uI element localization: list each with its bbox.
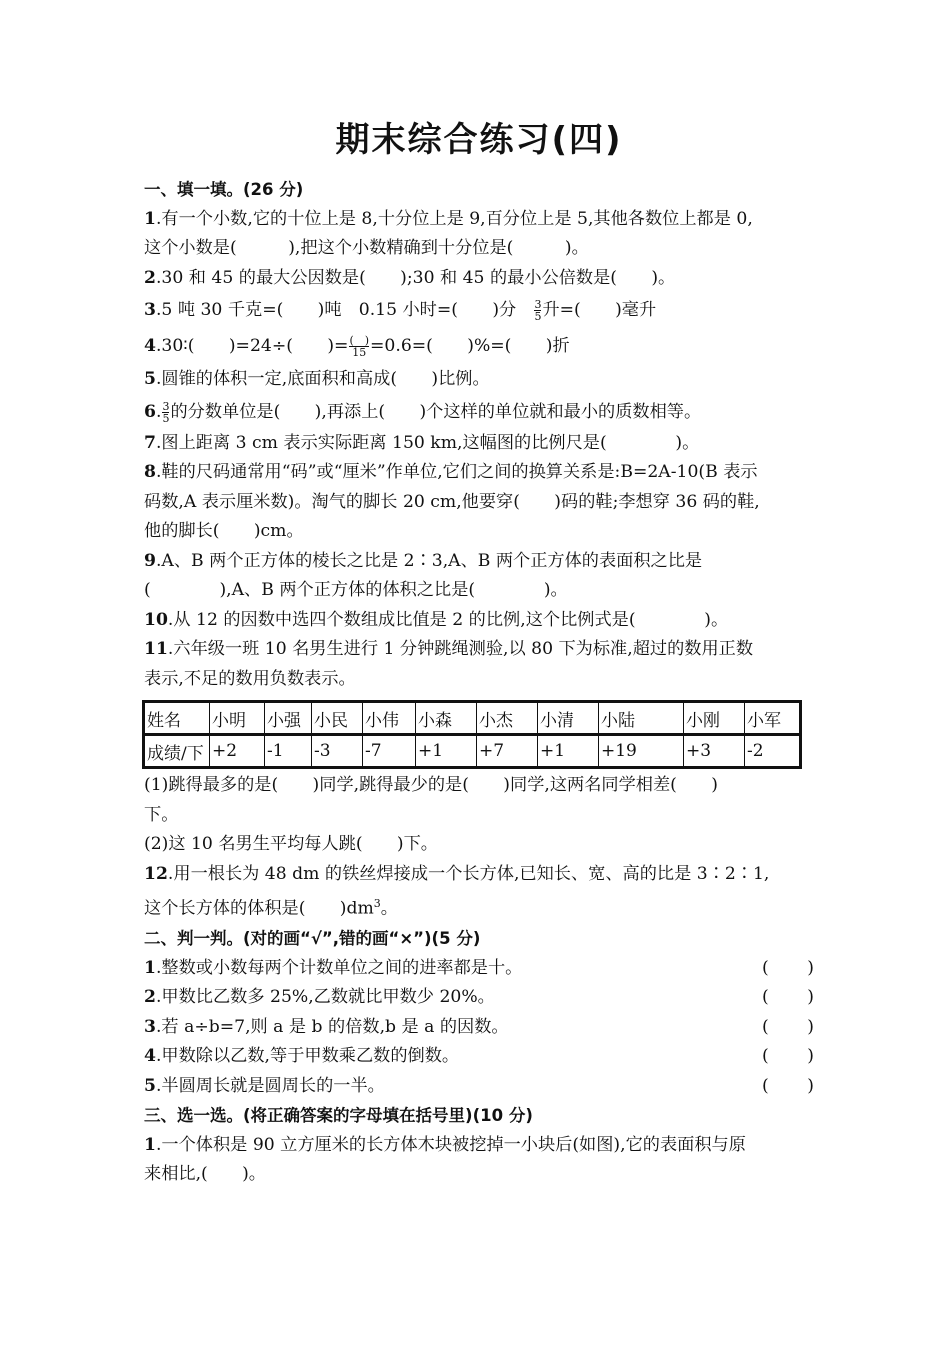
question-text: .30 和 45 的最大公因数是( );30 和 45 的最小公倍数是( )。 — [155, 267, 676, 288]
question-2 — [144, 264, 814, 294]
question-text: .甲数比乙数多 25%,乙数就比甲数少 20%。 — [155, 987, 495, 1008]
question-8-cont: 他的脚长( )cm。 — [144, 521, 304, 541]
question-number: 10 — [144, 609, 168, 630]
judge-item-3 — [144, 1013, 814, 1043]
question-text: .有一个小数,它的十位上是 8,十分位上是 9,百分位上是 5,其他各数位上都是 0, — [155, 208, 753, 229]
question-number: 1 — [144, 1134, 156, 1155]
question-8 — [144, 458, 814, 488]
table-cell: 小民 — [312, 702, 363, 735]
question-text: 。 — [380, 898, 398, 919]
table-cell: 小军 — [745, 702, 801, 735]
question-11 — [144, 635, 814, 665]
table-cell: 小陆 — [599, 702, 684, 735]
question-text: .整数或小数每两个计数单位之间的进率都是十。 — [155, 957, 523, 978]
choice-question-1 — [144, 1131, 814, 1161]
table-cell: -7 — [363, 735, 416, 768]
question-number: 5 — [144, 369, 156, 389]
question-11-sub1: (1)跳得最多的是( )同学,跳得最少的是( )同学,这两名同学相差( ) — [144, 775, 718, 795]
section3-heading: 三、选一选。(将正确答案的字母填在括号里)(10 分) — [144, 1106, 533, 1126]
question-number: 3 — [144, 1016, 156, 1037]
question-5 — [144, 365, 814, 395]
question-11-sub1-cont: 下。 — [144, 804, 179, 825]
question-8-cont: 码数,A 表示厘米数)。淘气的脚长 20 cm,他要穿( )码的鞋;李想穿 36 码的鞋, — [144, 491, 760, 512]
table-cell: 小强 — [265, 702, 312, 735]
question-text: .图上距离 3 cm 表示实际距离 150 km,这幅图的比例尺是( )。 — [155, 432, 700, 453]
question-9 — [144, 547, 814, 577]
question-text: 的分数单位是( ),再添上( )个这样的单位就和最小的质数相等。 — [170, 401, 702, 422]
question-7 — [144, 429, 814, 459]
question-number: 6 — [144, 401, 156, 422]
question-number: 1 — [144, 208, 156, 229]
question-1-cont: 这个小数是( ),把这个小数精确到十分位是( )。 — [144, 238, 589, 258]
page-title: 期末综合练习(四) — [335, 120, 623, 160]
question-11-cont: 表示,不足的数用负数表示。 — [144, 668, 356, 689]
question-text: .用一根长为 48 dm 的铁丝焊接成一个长方体,已知长、宽、高的比是 3∶2∶1, — [167, 863, 770, 884]
fraction — [162, 401, 169, 424]
judge-item-1 — [144, 954, 814, 984]
worksheet-page — [144, 112, 814, 1190]
question-text: .半圆周长就是圆周长的一半。 — [155, 1075, 385, 1096]
table-row — [144, 735, 801, 768]
choice-question-1-cont: 来相比,( )。 — [144, 1164, 266, 1185]
score-table — [142, 700, 802, 769]
table-cell: 小刚 — [684, 702, 745, 735]
table-cell: 小清 — [538, 702, 599, 735]
question-text: .一个体积是 90 立方厘米的长方体木块被挖掉一小块后(如图),它的表面积与原 — [155, 1134, 746, 1155]
question-number: 5 — [144, 1075, 156, 1096]
table-cell: 姓名 — [144, 702, 210, 735]
answer-blank[interactable] — [762, 1072, 814, 1102]
question-number: 1 — [144, 957, 156, 978]
paren-close: ) — [807, 987, 814, 1008]
question-text: =0.6=( )%=( )折 — [370, 336, 570, 356]
table-cell: 小明 — [210, 702, 265, 735]
question-12-cont — [144, 889, 814, 924]
question-1 — [144, 205, 814, 235]
answer-blank[interactable] — [762, 983, 814, 1013]
question-text: .从 12 的因数中选四个数组成比值是 2 的比例,这个比例式是( )。 — [167, 609, 729, 630]
paren-open: ( — [762, 1046, 769, 1067]
question-12 — [144, 860, 814, 890]
question-9-cont: ( ),A、B 两个正方体的体积之比是( )。 — [144, 580, 568, 600]
paren-open: ( — [762, 1016, 769, 1037]
table-header-row — [144, 702, 801, 735]
judge-item-2 — [144, 983, 814, 1013]
fraction-denominator: 15 — [349, 346, 369, 358]
question-4 — [144, 327, 814, 365]
question-text: .5 吨 30 千克=( )吨 0.15 小时=( )分 — [155, 300, 534, 320]
table-cell: 成绩/下 — [144, 735, 210, 768]
judge-item-5 — [144, 1072, 814, 1102]
paren-close: ) — [807, 1016, 814, 1037]
question-number: 7 — [144, 432, 156, 453]
fraction-numerator: 3 — [162, 399, 170, 413]
table-cell: 小杰 — [477, 702, 538, 735]
table-cell: 小森 — [416, 702, 477, 735]
question-11-sub2: (2)这 10 名男生平均每人跳( )下。 — [144, 834, 438, 854]
answer-blank[interactable] — [762, 954, 814, 984]
question-6 — [144, 395, 814, 429]
answer-blank[interactable] — [762, 1042, 814, 1072]
paren-open: ( — [762, 957, 769, 978]
question-text: .30∶( )=24÷( )= — [155, 336, 349, 356]
fraction-denominator: 5 — [534, 310, 542, 323]
table-cell: -2 — [745, 735, 801, 768]
table-cell: 小伟 — [363, 702, 416, 735]
section1-heading: 一、填一填。(26 分) — [144, 180, 304, 199]
fraction-numerator: 3 — [534, 298, 542, 311]
question-text: .圆锥的体积一定,底面积和高成( )比例。 — [155, 369, 490, 389]
question-number: 4 — [144, 336, 156, 356]
table-cell: +2 — [210, 735, 265, 768]
table-cell: +7 — [477, 735, 538, 768]
fraction — [349, 335, 369, 358]
question-number: 3 — [144, 300, 156, 320]
question-text: .甲数除以乙数,等于甲数乘乙数的倒数。 — [155, 1046, 460, 1067]
question-text: .若 a÷b=7,则 a 是 b 的倍数,b 是 a 的因数。 — [155, 1016, 509, 1037]
fraction-numerator: ( ) — [349, 334, 370, 347]
paren-close: ) — [807, 957, 814, 978]
question-text: 升=( )毫升 — [542, 300, 657, 320]
question-number: 11 — [144, 639, 168, 659]
question-3 — [144, 293, 814, 327]
section2-heading: 二、判一判。(对的画“√”,错的画“×”)(5 分) — [144, 929, 481, 949]
paren-open: ( — [762, 1075, 769, 1096]
table-cell: +3 — [684, 735, 745, 768]
question-number: 12 — [144, 863, 168, 884]
question-number: 9 — [144, 550, 156, 571]
question-text: 这个长方体的体积是( )dm — [144, 898, 374, 919]
question-number: 2 — [144, 987, 156, 1008]
table-cell: +19 — [599, 735, 684, 768]
table-cell: +1 — [538, 735, 599, 768]
question-number: 4 — [144, 1046, 156, 1067]
table-cell: -1 — [265, 735, 312, 768]
answer-blank[interactable] — [762, 1013, 814, 1043]
superscript: 3 — [373, 897, 381, 910]
paren-open: ( — [762, 987, 769, 1008]
question-text: .鞋的尺码通常用“码”或“厘米”作单位,它们之间的换算关系是:B=2A-10(B 表示 — [155, 462, 758, 482]
judge-item-4 — [144, 1042, 814, 1072]
question-text: .六年级一班 10 名男生进行 1 分钟跳绳测验,以 80 下为标准,超过的数用正数 — [167, 639, 754, 659]
paren-close: ) — [807, 1046, 814, 1067]
fraction — [534, 299, 541, 322]
paren-close: ) — [807, 1075, 814, 1096]
question-number: 2 — [144, 267, 156, 288]
question-number: 8 — [144, 462, 156, 482]
question-10 — [144, 606, 814, 636]
table-cell: +1 — [416, 735, 477, 768]
fraction-denominator: 5 — [162, 411, 170, 425]
table-cell: -3 — [312, 735, 363, 768]
question-text: .A、B 两个正方体的棱长之比是 2∶3,A、B 两个正方体的表面积之比是 — [155, 550, 703, 571]
question-text: . — [155, 401, 162, 422]
